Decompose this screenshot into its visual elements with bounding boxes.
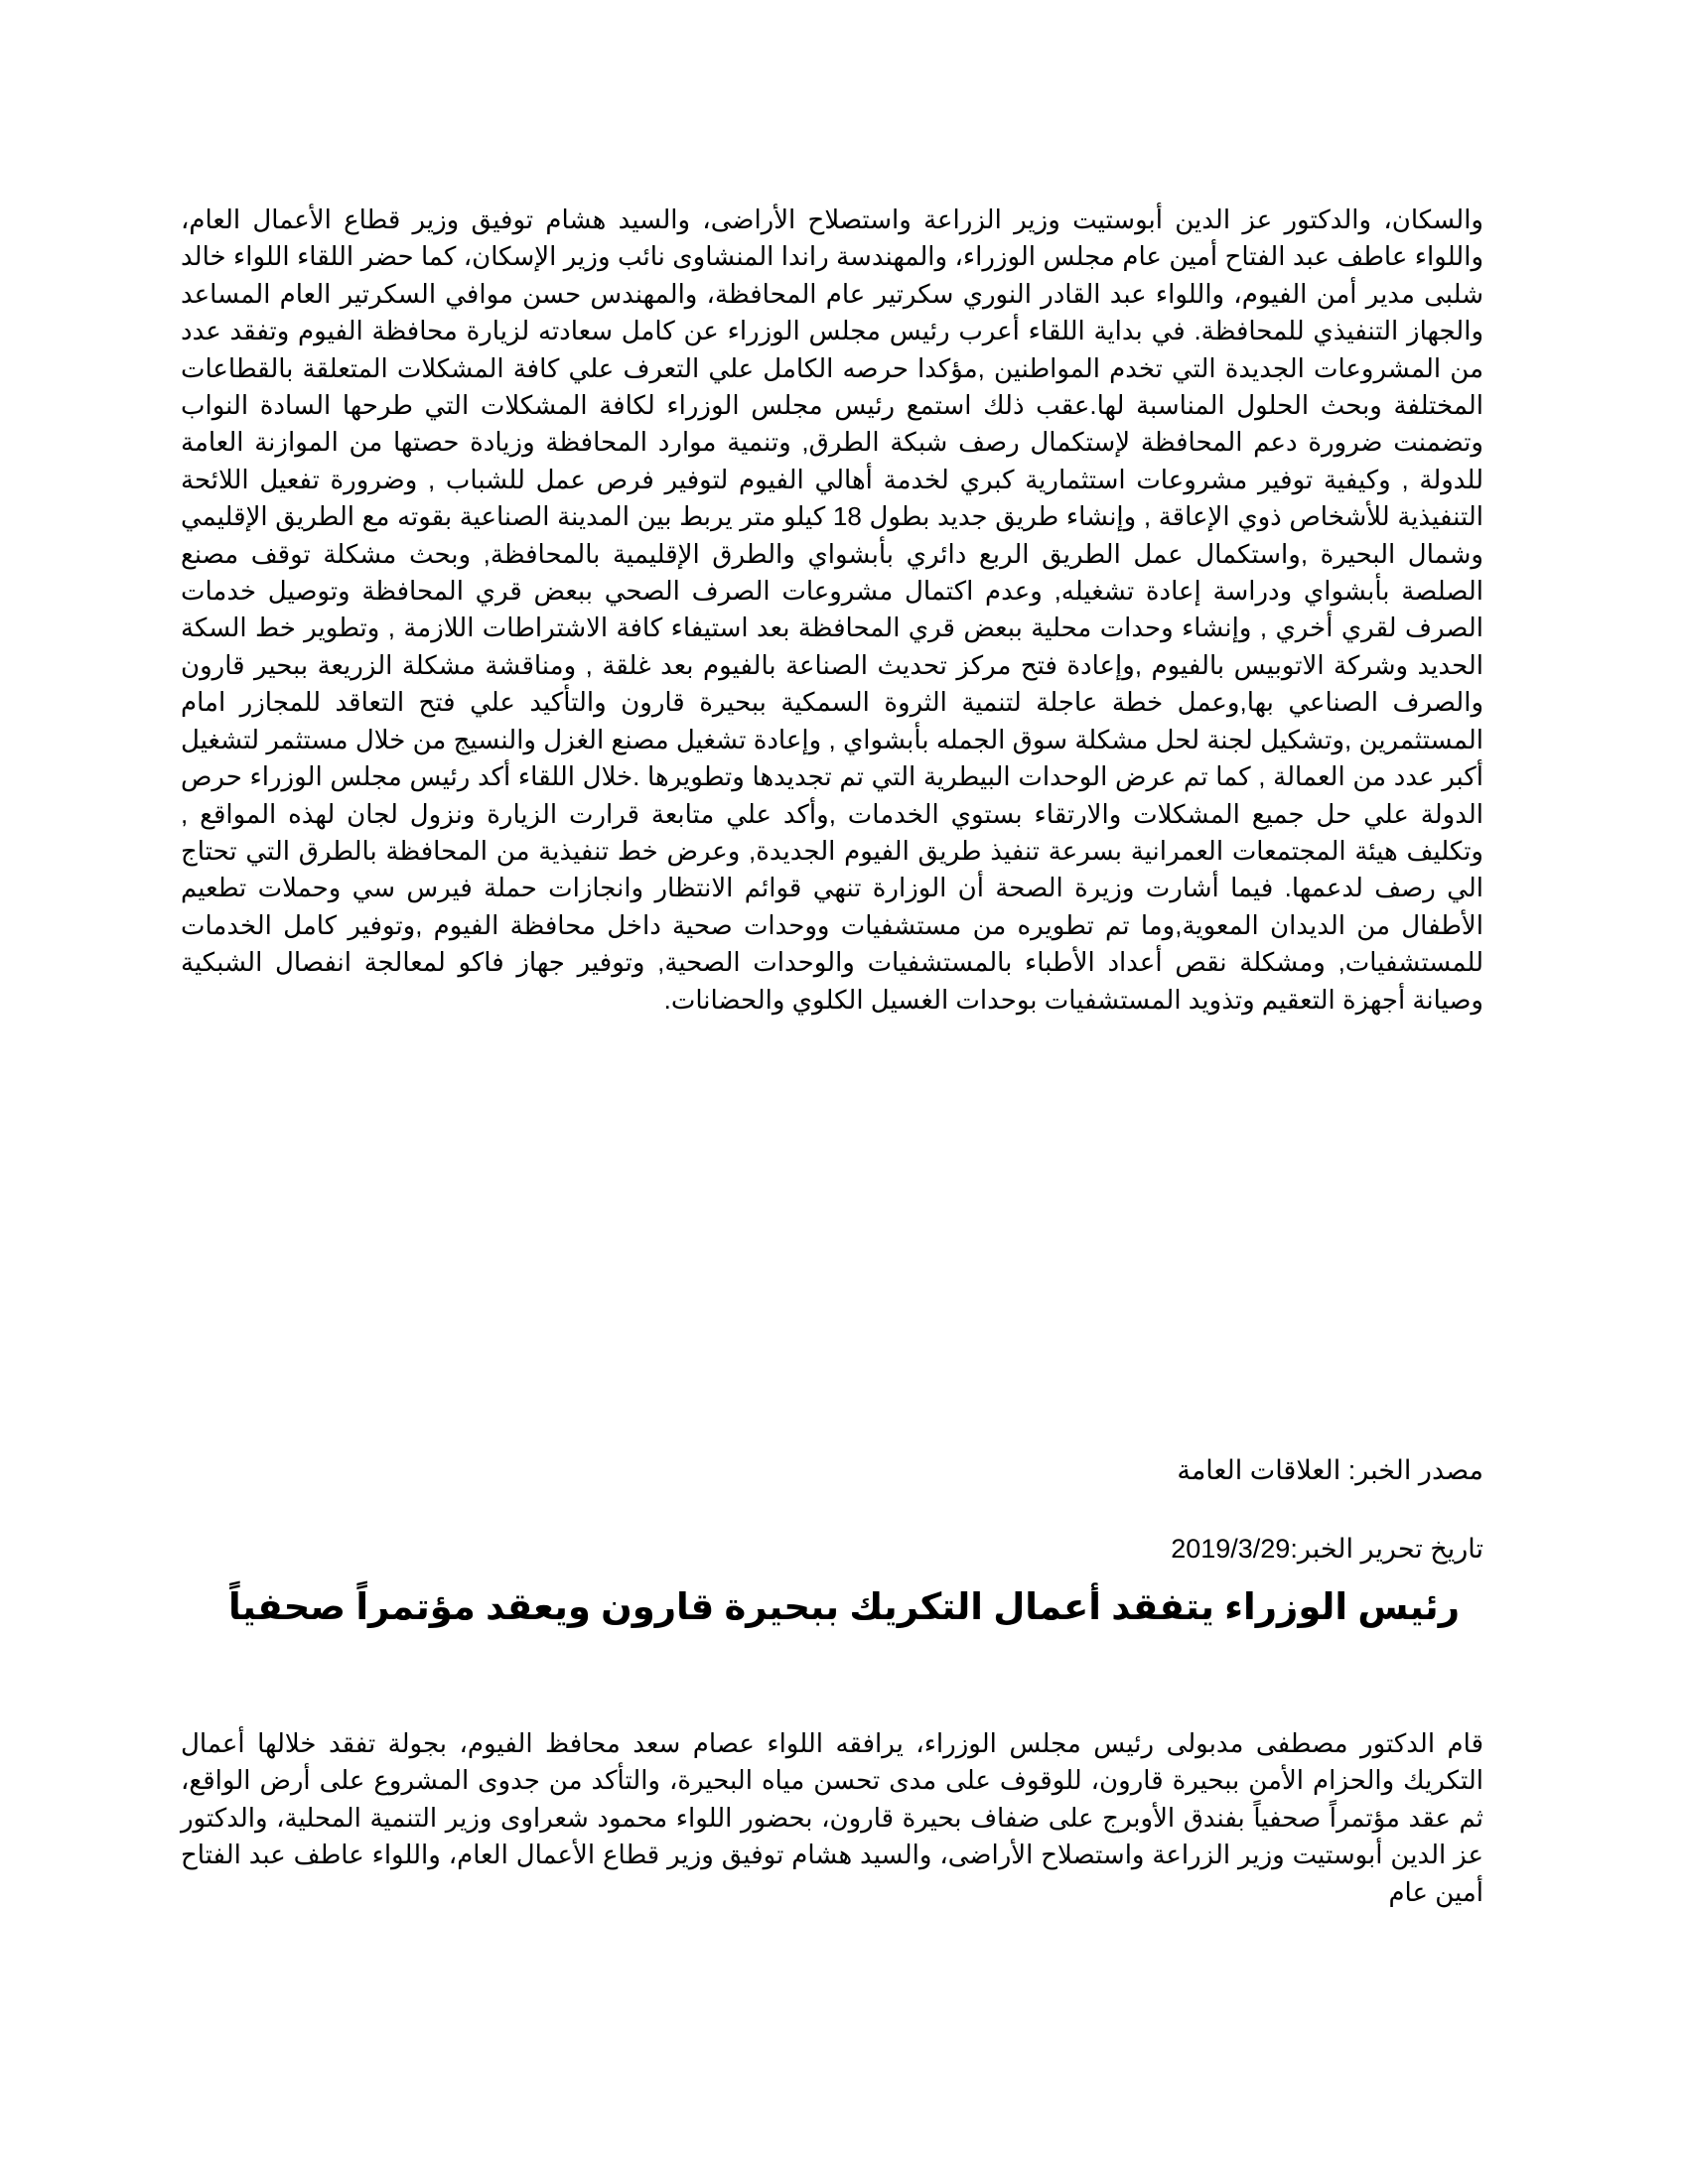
article-new-paragraph: قام الدكتور مصطفى مدبولى رئيس مجلس الوزراء، يرافقه اللواء عصام سعد محافظ الفيوم، بجولة تفقد خلالها أعمال التكريك والحزام الأمن ببحيرة قارون، للوقوف على مدى تحسن مياه البحيرة، والتأكد من جدوى المشروع على أرض الواقع، ثم عقد مؤتمراً صحفياً بفندق الأوبرج على ضفاف بحيرة قارون، بحضور اللواء محمود شعراوى وزير التنمية المحلية، والدكتور عز الدين أبوستيت وزير الزراعة واستصلاح الأراضى، والسيد هشام توفيق وزير قطاع الأعمال العام، واللواء عاطف عبد الفتاح أمين عام (181, 1728, 1483, 1907)
article-continued-paragraph: والسكان، والدكتور عز الدين أبوستيت وزير الزراعة واستصلاح الأراضى، والسيد هشام توفيق وزير قطاع الأعمال العام، واللواء عاطف عبد الفتاح أمين عام مجلس الوزراء، والمهندسة راندا المنشاوى نائب وزير الإسكان، كما حضر اللقاء اللواء خالد شلبى مدير أمن الفيوم، واللواء عبد القادر النوري سكرتير عام المحافظة، والمهندس حسن موافي السكرتير العام المساعد والجهاز التنفيذي للمحافظة. في بداية اللقاء أعرب رئيس مجلس الوزراء عن كامل سعادته لزيارة محافظة الفيوم وتفقد عدد من المشروعات الجديدة التي تخدم المواطنين ,مؤكدا حرصه الكامل علي التعرف علي كافة المشكلات المتعلقة بالقطاعات المختلفة وبحث الحلول المناسبة لها.عقب ذلك استمع رئيس مجلس الوزراء لكافة المشكلات التي طرحها السادة النواب وتضمنت ضرورة دعم المحافظة لإستكمال رصف شبكة الطرق, وتنمية موارد المحافظة وزيادة حصتها من الموازنة العامة للدولة , وكيفية توفير مشروعات استثمارية كبري لخدمة أهالي الفيوم لتوفير فرص عمل للشباب , وضرورة تفعيل اللائحة التنفيذية للأشخاص ذوي الإعاقة , وإنشاء طريق جديد بطول 18 كيلو متر يربط بين المدينة الصناعية بقوته مع الطريق الإقليمي وشمال البحيرة ,واستكمال عمل الطريق الربع دائري بأبشواي والطرق الإقليمية بالمحافظة, وبحث مشكلة توقف مصنع الصلصة بأبشواي ودراسة إعادة تشغيله, وعدم اكتمال مشروعات الصرف الصحي ببعض قري المحافظة وتوصيل خدمات الصرف لقري أخري , وإنشاء وحدات محلية ببعض قري المحافظة بعد استيفاء كافة الاشتراطات اللازمة , وتطوير خط السكة الحديد وشركة الاتوبيس بالفيوم ,وإعادة فتح مركز تحديث الصناعة بالفيوم بعد غلقة , ومناقشة مشكلة الزريعة ببحير قارون والصرف الصناعي بها,وعمل خطة عاجلة لتنمية الثروة السمكية ببحيرة قارون والتأكيد علي فتح التعاقد للمجازر امام المستثمرين ,وتشكيل لجنة لحل مشكلة سوق الجمله بأبشواي , وإعادة تشغيل مصنع الغزل والنسيج من خلال مستثمر لتشغيل أكبر عدد من العمالة , كما تم عرض الوحدات البيطرية التي تم تجديدها وتطويرها .خلال اللقاء أكد رئيس مجلس الوزراء حرص الدولة علي حل جميع المشكلات والارتقاء بستوي الخدمات ,وأكد علي متابعة قرارت الزيارة ونزول لجان لهذه المواقع , وتكليف هيئة المجتمعات العمرانية بسرعة تنفيذ طريق الفيوم الجديدة, وعرض خط تنفيذية من المحافظة بالطرق التي تحتاج الي رصف لدعمها. فيما أشارت وزيرة الصحة أن الوزارة تنهي قوائم الانتظار وانجازات حملة فيرس سي وحملات تطعيم الأطفال من الديدان المعوية,وما تم تطويره من مستشفيات ووحدات صحية داخل محافظة الفيوم ,وتوفير كامل الخدمات للمستشفيات, ومشكلة نقص أعداد الأطباء بالمستشفيات والوحدات الصحية, وتوفير جهاز فاكو لمعالجة انفصال الشبكية وصيانة أجهزة التعقيم وتذويد المستشفيات بوحدات الغسيل الكلوي والحضانات. (181, 205, 1484, 1015)
news-source-line: مصدر الخبر: العلاقات العامة (1177, 1455, 1483, 1485)
news-date-line: تاريخ تحرير الخبر:2019/3/29 (1171, 1534, 1483, 1564)
article-title: رئيس الوزراء يتفقد أعمال التكريك ببحيرة قارون ويعقد مؤتمراً صحفياً (228, 1586, 1460, 1627)
